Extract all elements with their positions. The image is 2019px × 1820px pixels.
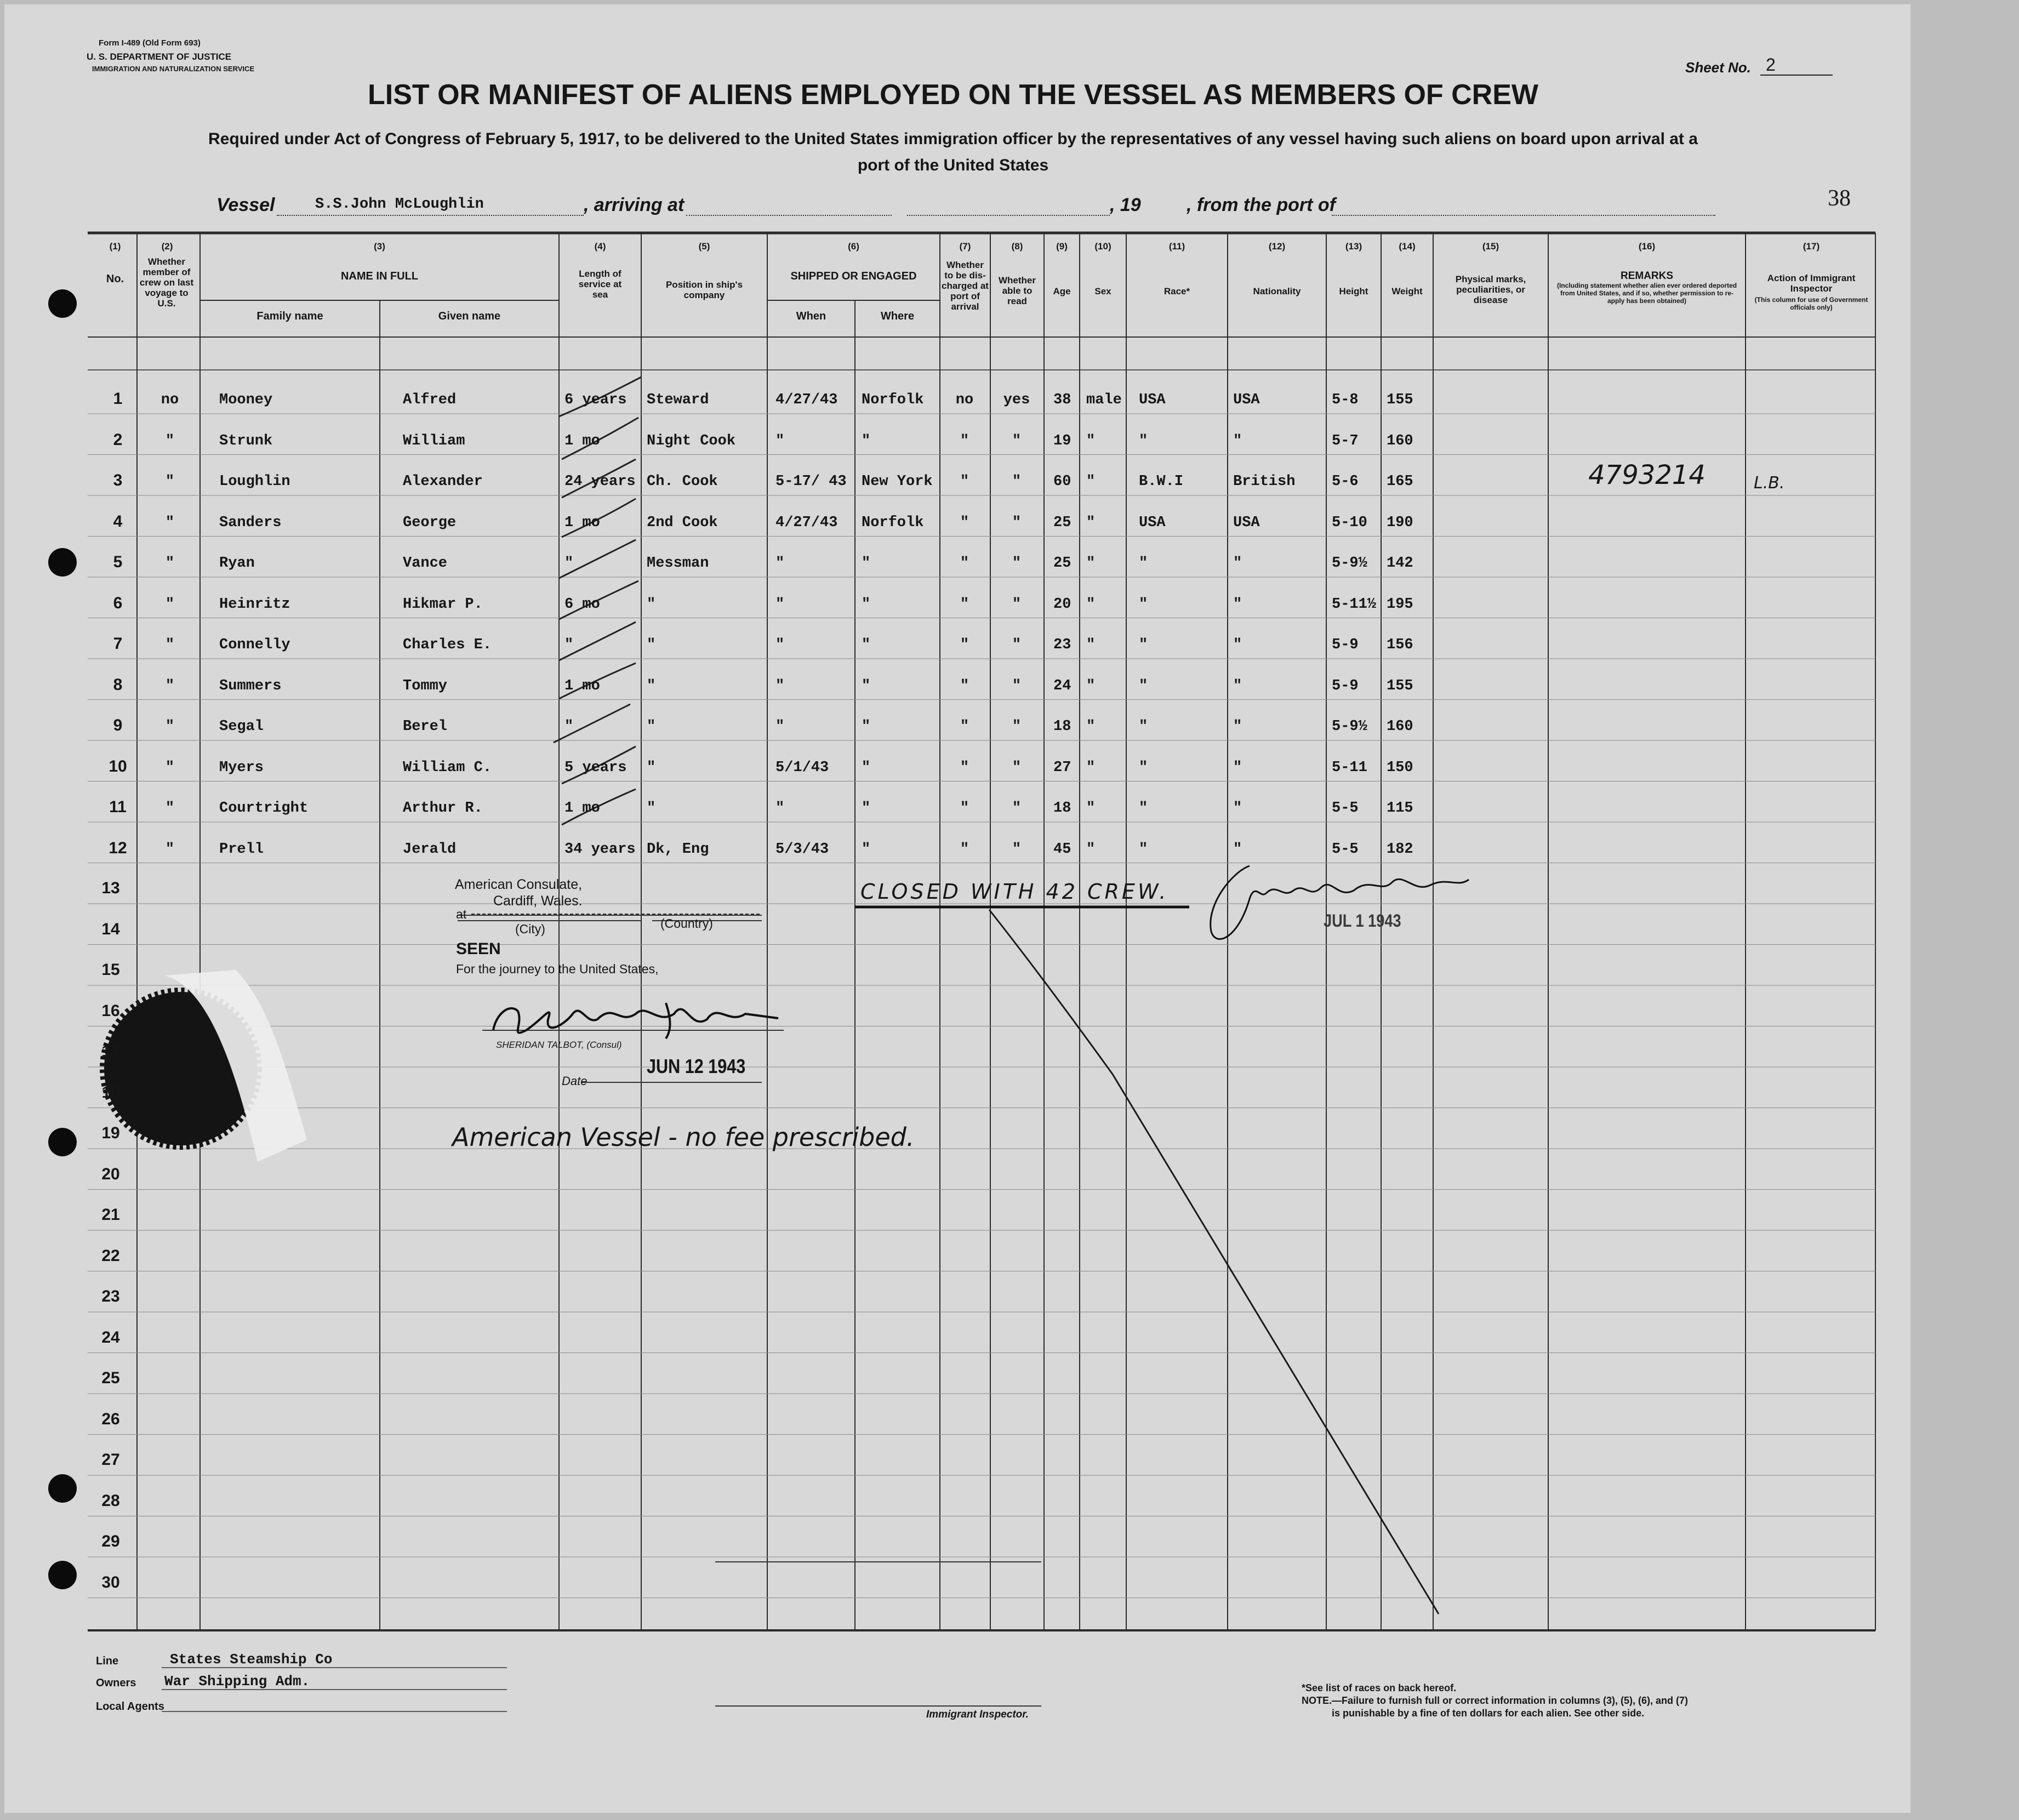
shipped-where-cell: " (862, 677, 871, 694)
weight-cell: 155 (1387, 392, 1413, 408)
discharged-cell: " (960, 759, 969, 776)
remarks-cell: 4793214 (1588, 460, 1706, 490)
height-cell: 5-5 (1332, 800, 1359, 817)
age-cell: 19 (1053, 432, 1071, 449)
col-label-race: Race* (1164, 286, 1190, 296)
nationality-cell: " (1233, 759, 1242, 776)
col-num-10: (10) (1094, 241, 1111, 252)
age-cell: 25 (1053, 514, 1071, 531)
height-cell: 5-8 (1332, 392, 1359, 408)
sex-cell: " (1086, 637, 1096, 653)
consulate-date: JUN 12 1943 (647, 1055, 746, 1077)
col-label-no: No. (106, 273, 124, 285)
given-name-cell: Jerald (403, 841, 457, 858)
given-name-cell: Hikmar P. (403, 596, 483, 613)
family-name-cell: Segal (219, 718, 264, 735)
col-label-remarks: REMARKS (1620, 270, 1674, 282)
shipped-when-cell: 5-17/ 43 (775, 473, 847, 490)
family-name-cell: Summers (219, 677, 282, 694)
row-number: 13 (101, 879, 120, 897)
col-label-last-voyage: Whether member of crew on last voyage to U.S. (139, 256, 194, 309)
col-label-given-name: Given name (438, 310, 501, 322)
shipped-when-cell: 5/1/43 (775, 759, 829, 776)
page-subtitle-1: Required under Act of Congress of February 5, 1917, to be delivered to the United States immigration officer by the representatives of any vessel having such aliens on board upon arrival at a (208, 130, 1698, 148)
service-cell: 1 mo (564, 800, 600, 817)
position-cell: " (647, 637, 656, 653)
line-value: States Steamship Co (170, 1651, 333, 1668)
col-num-12: (12) (1268, 241, 1286, 252)
sex-cell: " (1086, 432, 1096, 449)
sex-cell: " (1086, 759, 1096, 776)
service-cell: 24 years (564, 473, 636, 490)
agents-label: Local Agents (96, 1701, 164, 1713)
sex-cell: " (1086, 555, 1096, 572)
weight-cell: 195 (1387, 596, 1413, 613)
position-cell: 2nd Cook (647, 514, 718, 531)
sex-cell: " (1086, 473, 1096, 490)
consulate-date-label: Date (562, 1074, 588, 1088)
age-cell: 27 (1053, 759, 1071, 776)
given-name-cell: Berel (403, 718, 448, 735)
col-num-14: (14) (1399, 241, 1416, 252)
family-name-cell: Connelly (219, 637, 290, 653)
discharged-cell: " (960, 800, 969, 817)
able-to-read-cell: " (1012, 432, 1022, 449)
last-voyage-cell: " (165, 514, 175, 531)
row-number: 20 (101, 1165, 120, 1183)
able-to-read-cell: " (1012, 841, 1022, 858)
able-to-read-cell: " (1012, 514, 1022, 531)
last-voyage-cell: " (165, 473, 175, 490)
family-name-cell: Mooney (219, 392, 273, 408)
family-name-cell: Heinritz (219, 596, 290, 613)
closing-date-stamp: JUL 1 1943 (1324, 911, 1401, 931)
height-cell: 5-9 (1332, 677, 1359, 694)
col-label-sex: Sex (1094, 286, 1111, 296)
able-to-read-cell: " (1012, 800, 1022, 817)
given-name-cell: Alexander (403, 473, 483, 490)
nationality-cell: " (1233, 841, 1242, 858)
race-cell: " (1139, 759, 1148, 776)
position-cell: " (647, 718, 656, 735)
last-voyage-cell: " (165, 800, 175, 817)
col-label-height: Height (1339, 286, 1368, 296)
row-number: 5 (113, 553, 123, 571)
given-name-cell: Vance (403, 555, 448, 572)
given-name-cell: Tommy (403, 677, 448, 694)
given-name-cell: Alfred (403, 392, 457, 408)
age-cell: 60 (1053, 473, 1071, 490)
discharged-cell: no (955, 392, 974, 408)
shipped-where-cell: Norfolk (862, 514, 924, 531)
race-cell: " (1139, 800, 1148, 817)
penalty-note-2: is punishable by a fine of ten dollars for each alien. See other side. (1332, 1708, 1645, 1719)
row-number: 19 (101, 1124, 120, 1142)
able-to-read-cell: " (1012, 596, 1022, 613)
shipped-when-cell: " (775, 800, 785, 817)
col-label-nationality: Nationality (1253, 286, 1301, 296)
discharged-cell: " (960, 555, 969, 572)
weight-cell: 155 (1387, 677, 1413, 694)
service-cell: " (564, 718, 574, 735)
age-cell: 20 (1053, 596, 1071, 613)
row-number: 9 (113, 716, 123, 734)
closed-with-crew: CLOSED WITH 42 CREW. (860, 880, 1169, 904)
service-cell: " (564, 555, 574, 572)
sex-cell: " (1086, 718, 1096, 735)
no-fee-note: American Vessel - no fee prescribed. (452, 1122, 915, 1152)
given-name-cell: George (403, 514, 457, 531)
consulate-seen: SEEN (456, 940, 501, 958)
row-number: 1 (113, 390, 123, 408)
vessel-name: S.S.John McLoughlin (315, 196, 484, 213)
row-number: 15 (101, 961, 120, 979)
able-to-read-cell: yes (1003, 392, 1030, 408)
sex-cell: " (1086, 677, 1096, 694)
col-label-action-note: (This column for use of Government officials only) (1754, 296, 1868, 311)
able-to-read-cell: " (1012, 555, 1022, 572)
consulate-at-label: at (456, 907, 467, 921)
row-number: 24 (101, 1328, 120, 1347)
family-name-cell: Strunk (219, 432, 273, 449)
col-num-6: (6) (848, 241, 859, 252)
position-cell: " (647, 677, 656, 694)
height-cell: 5-9 (1332, 637, 1359, 653)
col-label-family-name: Family name (256, 310, 323, 322)
col-num-5: (5) (698, 241, 710, 252)
height-cell: 5-10 (1332, 514, 1367, 531)
shipped-when-cell: 4/27/43 (775, 514, 838, 531)
height-cell: 5-7 (1332, 432, 1359, 449)
sex-cell: " (1086, 596, 1096, 613)
row-number: 22 (101, 1246, 120, 1265)
discharged-cell: " (960, 473, 969, 490)
family-name-cell: Loughlin (219, 473, 290, 490)
nationality-cell: " (1233, 677, 1242, 694)
owners-value: War Shipping Adm. (164, 1673, 310, 1690)
family-name-cell: Courtright (219, 800, 309, 817)
service-cell: 1 mo (564, 432, 600, 449)
nationality-cell: USA (1233, 514, 1260, 531)
shipped-where-cell: " (862, 596, 871, 613)
race-cell: " (1139, 637, 1148, 653)
shipped-where-cell: " (862, 759, 871, 776)
nationality-cell: " (1233, 432, 1242, 449)
discharged-cell: " (960, 677, 969, 694)
family-name-cell: Prell (219, 841, 264, 858)
given-name-cell: Charles E. (403, 637, 492, 653)
nationality-cell: " (1233, 596, 1242, 613)
shipped-when-cell: " (775, 718, 785, 735)
age-cell: 23 (1053, 637, 1071, 653)
last-voyage-cell: " (165, 718, 175, 735)
sex-cell: " (1086, 514, 1096, 531)
sheet-number: 2 (1766, 55, 1776, 75)
consulate-country-label: (Country) (660, 916, 713, 931)
sex-cell: " (1086, 841, 1096, 858)
nationality-cell: " (1233, 637, 1242, 653)
penalty-note-1: NOTE.—Failure to furnish full or correct information in columns (3), (5), (6), and (7) (1302, 1695, 1689, 1706)
inspector-action-cell: L.B. (1754, 473, 1785, 493)
height-cell: 5-9½ (1332, 718, 1367, 735)
col-label-physical: Physical marks, peculiarities, or disease (1455, 274, 1526, 305)
row-number: 7 (113, 635, 123, 653)
inspector-label: Immigrant Inspector. (926, 1709, 1029, 1720)
age-cell: 38 (1053, 392, 1071, 408)
able-to-read-cell: " (1012, 759, 1022, 776)
race-cell: USA (1139, 514, 1166, 531)
col-num-8: (8) (1011, 241, 1023, 252)
height-cell: 5-6 (1332, 473, 1359, 490)
col-num-15: (15) (1482, 241, 1499, 252)
col-label-service: Length of service at sea (578, 269, 622, 300)
col-label-shipped: SHIPPED OR ENGAGED (790, 270, 917, 282)
sheet-label: Sheet No. (1685, 59, 1751, 76)
row-number: 4 (113, 512, 123, 530)
shipped-where-cell: " (862, 637, 871, 653)
age-cell: 24 (1053, 677, 1071, 694)
race-cell: " (1139, 718, 1148, 735)
race-cell: " (1139, 555, 1148, 572)
age-cell: 18 (1053, 800, 1071, 817)
col-label-position: Position in ship's company (665, 279, 743, 300)
row-number: 17 (101, 1042, 120, 1060)
col-label-when: When (796, 310, 826, 322)
discharged-cell: " (960, 514, 969, 531)
consul-signer: SHERIDAN TALBOT, (Consul) (496, 1040, 622, 1050)
service-cell: 34 years (564, 841, 636, 858)
weight-cell: 150 (1387, 759, 1413, 776)
from-port-label: , from the port of (1187, 195, 1336, 215)
race-cell: " (1139, 596, 1148, 613)
col-num-11: (11) (1168, 241, 1185, 252)
seal-icon (104, 970, 307, 1162)
position-cell: Ch. Cook (647, 473, 718, 490)
row-number: 25 (101, 1369, 120, 1387)
family-name-cell: Ryan (219, 555, 255, 572)
position-cell: Steward (647, 392, 709, 408)
weight-cell: 190 (1387, 514, 1413, 531)
col-num-4: (4) (594, 241, 606, 252)
position-cell: Dk, Eng (647, 841, 709, 858)
shipped-when-cell: " (775, 677, 785, 694)
age-cell: 25 (1053, 555, 1071, 572)
last-voyage-cell: " (165, 677, 175, 694)
col-label-remarks-note: (Including statement whether alien ever ordered deported from United States, and if so, whether permission to re-apply has been obtained) (1556, 282, 1737, 305)
col-num-2: (2) (161, 241, 173, 252)
row-number: 6 (113, 594, 123, 612)
col-num-9: (9) (1056, 241, 1068, 252)
col-label-age: Age (1053, 286, 1071, 296)
row-number: 10 (109, 757, 127, 775)
col-num-17: (17) (1803, 241, 1820, 252)
given-name-cell: William C. (403, 759, 492, 776)
shipped-where-cell: " (862, 841, 871, 858)
last-voyage-cell: " (165, 555, 175, 572)
row-number: 29 (101, 1532, 120, 1550)
able-to-read-cell: " (1012, 718, 1022, 735)
height-cell: 5-5 (1332, 841, 1359, 858)
age-cell: 45 (1053, 841, 1071, 858)
col-label-where: Where (880, 310, 915, 322)
weight-cell: 142 (1387, 555, 1413, 572)
weight-cell: 160 (1387, 432, 1413, 449)
races-note: *See list of races on back hereof. (1302, 1682, 1457, 1693)
nationality-cell: USA (1233, 392, 1260, 408)
given-name-cell: Arthur R. (403, 800, 483, 817)
col-num-1: (1) (109, 241, 121, 252)
discharged-cell: " (960, 596, 969, 613)
owners-label: Owners (96, 1677, 136, 1689)
row-number: 8 (113, 675, 123, 694)
race-cell: " (1139, 677, 1148, 694)
shipped-where-cell: Norfolk (862, 392, 924, 408)
col-num-13: (13) (1345, 241, 1362, 252)
shipped-when-cell: " (775, 637, 785, 653)
shipped-when-cell: 5/3/43 (775, 841, 829, 858)
consulate-city-label: (City) (515, 922, 545, 936)
last-voyage-cell: " (165, 759, 175, 776)
shipped-where-cell: " (862, 432, 871, 449)
able-to-read-cell: " (1012, 637, 1022, 653)
last-voyage-cell: " (165, 841, 175, 858)
discharged-cell: " (960, 841, 969, 858)
col-label-action: Action of Immigrant Inspector (1767, 273, 1856, 294)
last-voyage-cell: no (161, 392, 179, 408)
service-cell: 1 mo (564, 514, 600, 531)
position-cell: " (647, 596, 656, 613)
family-name-cell: Sanders (219, 514, 282, 531)
shipped-where-cell: " (862, 800, 871, 817)
family-name-cell: Myers (219, 759, 264, 776)
service-cell: " (564, 637, 574, 653)
line-label: Line (96, 1655, 119, 1667)
weight-cell: 115 (1387, 800, 1413, 817)
nationality-cell: " (1233, 555, 1242, 572)
sex-cell: " (1086, 800, 1096, 817)
row-number: 27 (101, 1451, 120, 1469)
consulate-name: American Consulate, (455, 877, 583, 892)
race-cell: USA (1139, 392, 1166, 408)
form-number: Form I-489 (Old Form 693) (99, 38, 201, 48)
nationality-cell: " (1233, 718, 1242, 735)
page-title: LIST OR MANIFEST OF ALIENS EMPLOYED ON THE VESSEL AS MEMBERS OF CREW (368, 79, 1538, 111)
nationality-cell: British (1233, 473, 1296, 490)
shipped-when-cell: " (775, 432, 785, 449)
position-cell: Messman (647, 555, 709, 572)
row-number: 3 (113, 471, 123, 489)
height-cell: 5-11 (1332, 759, 1367, 776)
row-number: 12 (109, 838, 127, 857)
col-label-weight: Weight (1391, 286, 1423, 296)
weight-cell: 182 (1387, 841, 1413, 858)
service-cell: 1 mo (564, 677, 600, 694)
row-number: 21 (101, 1206, 120, 1224)
weight-cell: 160 (1387, 718, 1413, 735)
row-number: 26 (101, 1410, 120, 1428)
service-cell: 6 years (564, 392, 627, 408)
col-label-discharged: Whether to be dis-charged at port of arrival (942, 260, 989, 312)
race-cell: " (1139, 432, 1148, 449)
row-number: 18 (101, 1083, 120, 1102)
col-label-name: NAME IN FULL (340, 270, 419, 282)
shipped-when-cell: 4/27/43 (775, 392, 838, 408)
weight-cell: 156 (1387, 637, 1413, 653)
row-number: 11 (109, 798, 127, 816)
race-cell: " (1139, 841, 1148, 858)
consulate-journey: For the journey to the United States, (456, 962, 659, 976)
height-cell: 5-11½ (1332, 596, 1377, 613)
position-cell: Night Cook (647, 432, 736, 449)
able-to-read-cell: " (1012, 473, 1022, 490)
col-num-7: (7) (959, 241, 971, 252)
shipped-where-cell: " (862, 555, 871, 572)
col-num-16: (16) (1638, 241, 1656, 252)
nationality-cell: " (1233, 800, 1242, 817)
sex-cell: male (1086, 392, 1122, 408)
consulate-place: Cardiff, Wales. (493, 893, 583, 909)
service-cell: 5 years (564, 759, 627, 776)
position-cell: " (647, 800, 656, 817)
department-name: U. S. DEPARTMENT OF JUSTICE (87, 52, 232, 62)
row-number: 2 (113, 430, 123, 449)
col-num-3: (3) (374, 241, 385, 252)
year-label: , 19 (1110, 195, 1141, 215)
race-cell: B.W.I (1139, 473, 1184, 490)
shipped-where-cell: " (862, 718, 871, 735)
given-name-cell: William (403, 432, 465, 449)
row-number: 28 (101, 1491, 120, 1510)
last-voyage-cell: " (165, 596, 175, 613)
row-number: 23 (101, 1287, 120, 1305)
height-cell: 5-9½ (1332, 555, 1367, 572)
service-cell: 6 mo (564, 596, 600, 613)
shipped-where-cell: New York (862, 473, 933, 490)
position-cell: " (647, 759, 656, 776)
shipped-when-cell: " (775, 596, 785, 613)
page-number: 38 (1828, 186, 1851, 211)
arriving-label: , arriving at (584, 195, 685, 215)
discharged-cell: " (960, 637, 969, 653)
last-voyage-cell: " (165, 432, 175, 449)
page-subtitle-2: port of the United States (857, 156, 1049, 174)
weight-cell: 165 (1387, 473, 1413, 490)
age-cell: 18 (1053, 718, 1071, 735)
service-name: IMMIGRATION AND NATURALIZATION SERVICE (92, 65, 255, 73)
discharged-cell: " (960, 432, 969, 449)
able-to-read-cell: " (1012, 677, 1022, 694)
row-number: 30 (101, 1573, 120, 1591)
row-number: 16 (101, 1001, 120, 1020)
discharged-cell: " (960, 718, 969, 735)
shipped-when-cell: " (775, 555, 785, 572)
row-number: 14 (101, 920, 120, 938)
col-label-read: Whether able to read (999, 275, 1036, 306)
last-voyage-cell: " (165, 637, 175, 653)
vessel-label: Vessel (216, 195, 275, 215)
